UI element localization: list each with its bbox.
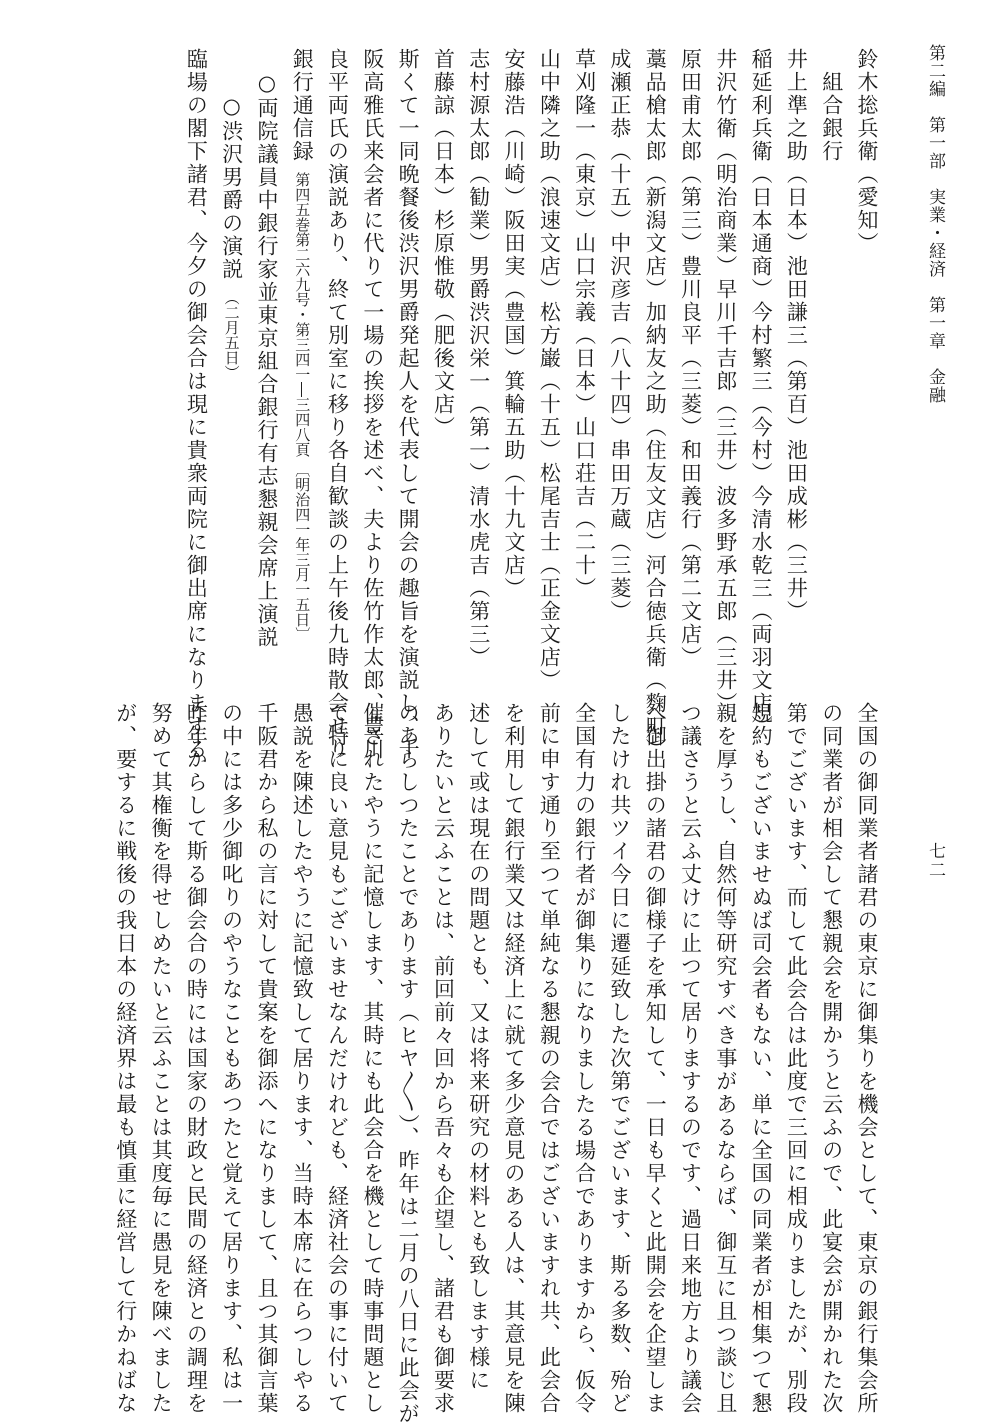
- citation-volume: 第四五巻第二六九号・第三四一―三四八頁: [293, 171, 312, 457]
- text-line: を利用して銀行業又は経済上に就て多少意見のある人は、其意見を陳: [502, 702, 527, 1415]
- text-line: 千阪君から私の言に対して貴案を御添へになりまして、且つ其御言葉: [254, 702, 279, 1415]
- member-line: 井上準之助（日本）池田謙三（第百）池田成彬（三井）: [784, 48, 809, 623]
- speech-event-heading: ○両院議員中銀行家並東京組合銀行有志懇親会席上演説: [254, 48, 279, 649]
- text-line: て特に良い意見もございませなんだけれども、経済社会の事に付いて: [325, 702, 350, 1415]
- text-line: 斯くて一同晩餐後渋沢男爵発起人を代表して開会の趣旨を演説し、千: [396, 48, 421, 761]
- source-title: [284, 48, 319, 688]
- lower-text-block: [72, 702, 884, 1426]
- text-line: したけれ共ツイ今日に遷延致した次第でございます、斯る多数、殆ど: [607, 702, 632, 1415]
- text-line: 全国の御同業者諸君の東京に御集りを機会として、東京の銀行集会所: [855, 702, 879, 1415]
- text-line: 愚説を陳述したやうに記憶致して居ります、当時本席に在らつしやる: [290, 702, 315, 1415]
- member-line: 藁品槍太郎（新潟文店）加納友之助（住友文店）河合徳兵衛（麴町）: [643, 48, 668, 761]
- member-line: 井沢竹衛（明治商業）早川千吉郎（三井）波多野承五郎（三井）: [713, 48, 738, 715]
- text-line: の中には多少御叱りのやうなこともあつたと覚えて居ります、私は一: [219, 702, 244, 1415]
- member-line: 首藤諒（日本）杉原惟敬（肥後文店）: [431, 48, 456, 439]
- section-heading: 組合銀行: [819, 48, 844, 163]
- running-header: 第二編 第一部 実業・経済 第一章 金融: [925, 44, 945, 404]
- speech-title: ○渋沢男爵の演説: [219, 48, 244, 281]
- speech-date: （二月五日）: [222, 289, 241, 380]
- member-line: 原田甫太郎（第三）豊川良平（三菱）和田義行（第二文店）: [678, 48, 703, 669]
- page-number: 七二: [925, 842, 945, 880]
- text-line: ありたいと云ふことは、前回前々回から吾々も企望し、諸君も御要求: [431, 702, 456, 1415]
- member-line: 成瀬正恭（十五）中沢彦吉（八十四）串田万蔵（三菱）: [607, 48, 632, 623]
- text-line: が、要するに戦後の我日本の経済界は最も慎重に経営して行かねばな: [113, 702, 138, 1415]
- text-line: つ議さうと云ふ丈けに止つて居りまするのです、過日来地方より議会: [678, 702, 703, 1415]
- text-line: 規約もございませぬば司会者もない、単に全国の同業者が相集つて懇: [749, 702, 774, 1415]
- text-line: の同業者が相会して懇親会を開かうと云ふので、此宴会が開かれた次: [819, 702, 844, 1415]
- text-line: 鈴木捴兵衛（愛知）: [855, 48, 879, 255]
- text-line: 述して或は現在の問題とも、又は将来研究の材料とも致します様に: [466, 702, 491, 1392]
- citation-date: 〔明治四一年三月一五日〕: [293, 461, 312, 642]
- member-line: 山中隣之助（浪速文店）松方巌（十五）松尾吉士（正金文店）: [537, 48, 562, 692]
- member-line: 稲延利兵衛（日本通商）今村繁三（今村）今清水乾三（両羽文店）: [749, 48, 774, 738]
- text-line: 第でございます、而して此会合は此度で三回に相成りましたが、別段: [784, 702, 809, 1415]
- text-line: 全国有力の銀行者が御集りになりましたる場合でありますから、仮令: [572, 702, 597, 1415]
- text-line: へ御出掛の諸君の御様子を承知して、一日も早くと此開会を企望しま: [643, 702, 668, 1415]
- upper-text-block: [72, 48, 884, 761]
- source-citation: [289, 172, 311, 642]
- member-line: 志村源太郎（勧業）男爵渋沢栄一（第一）清水虎吉（第三）: [466, 48, 491, 669]
- text-line: 催されたやうに記憶します、其時にも此会合を機として時事問題とし: [360, 702, 385, 1415]
- text-line: 昨年からして斯る御会合の時には国家の財政と民間の経済との調理を: [184, 702, 209, 1415]
- text-line: 阪高雅氏来会者に代りて一場の挨拶を述べ、夫より佐竹作太郎、豊川: [360, 48, 385, 761]
- text-line: 良平両氏の演説あり、終て別室に移り各自歓談の上午後九時散会せり: [325, 48, 350, 761]
- text-line: 努めて其権衡を得せしめたいと云ふことは其度毎に愚見を陳べました: [149, 702, 174, 1415]
- member-line: 草刈隆一（東京）山口宗義（日本）山口荘吉（二十）: [572, 48, 597, 600]
- text-line: 前に申す通り至つて単純なる懇親の会合ではございますれ共、此会合: [537, 702, 562, 1415]
- source-name: 銀行通信録: [290, 48, 315, 163]
- member-line: 安藤浩（川崎）阪田実（豊国）箕輪五助（十九文店）: [502, 48, 527, 600]
- text-line: 親を厚うし、自然何等研究すべき事があるならば、御互に且つ談じ且: [713, 702, 738, 1415]
- text-line: のあらしつたことであります（ヒヤ〳〵）、昨年は二月の八日に此会が: [396, 702, 421, 1426]
- speech-heading: [213, 48, 248, 688]
- text-line: 臨場の閣下諸君、今夕の御会合は現に貴衆両院に御出席になりまする: [184, 48, 209, 761]
